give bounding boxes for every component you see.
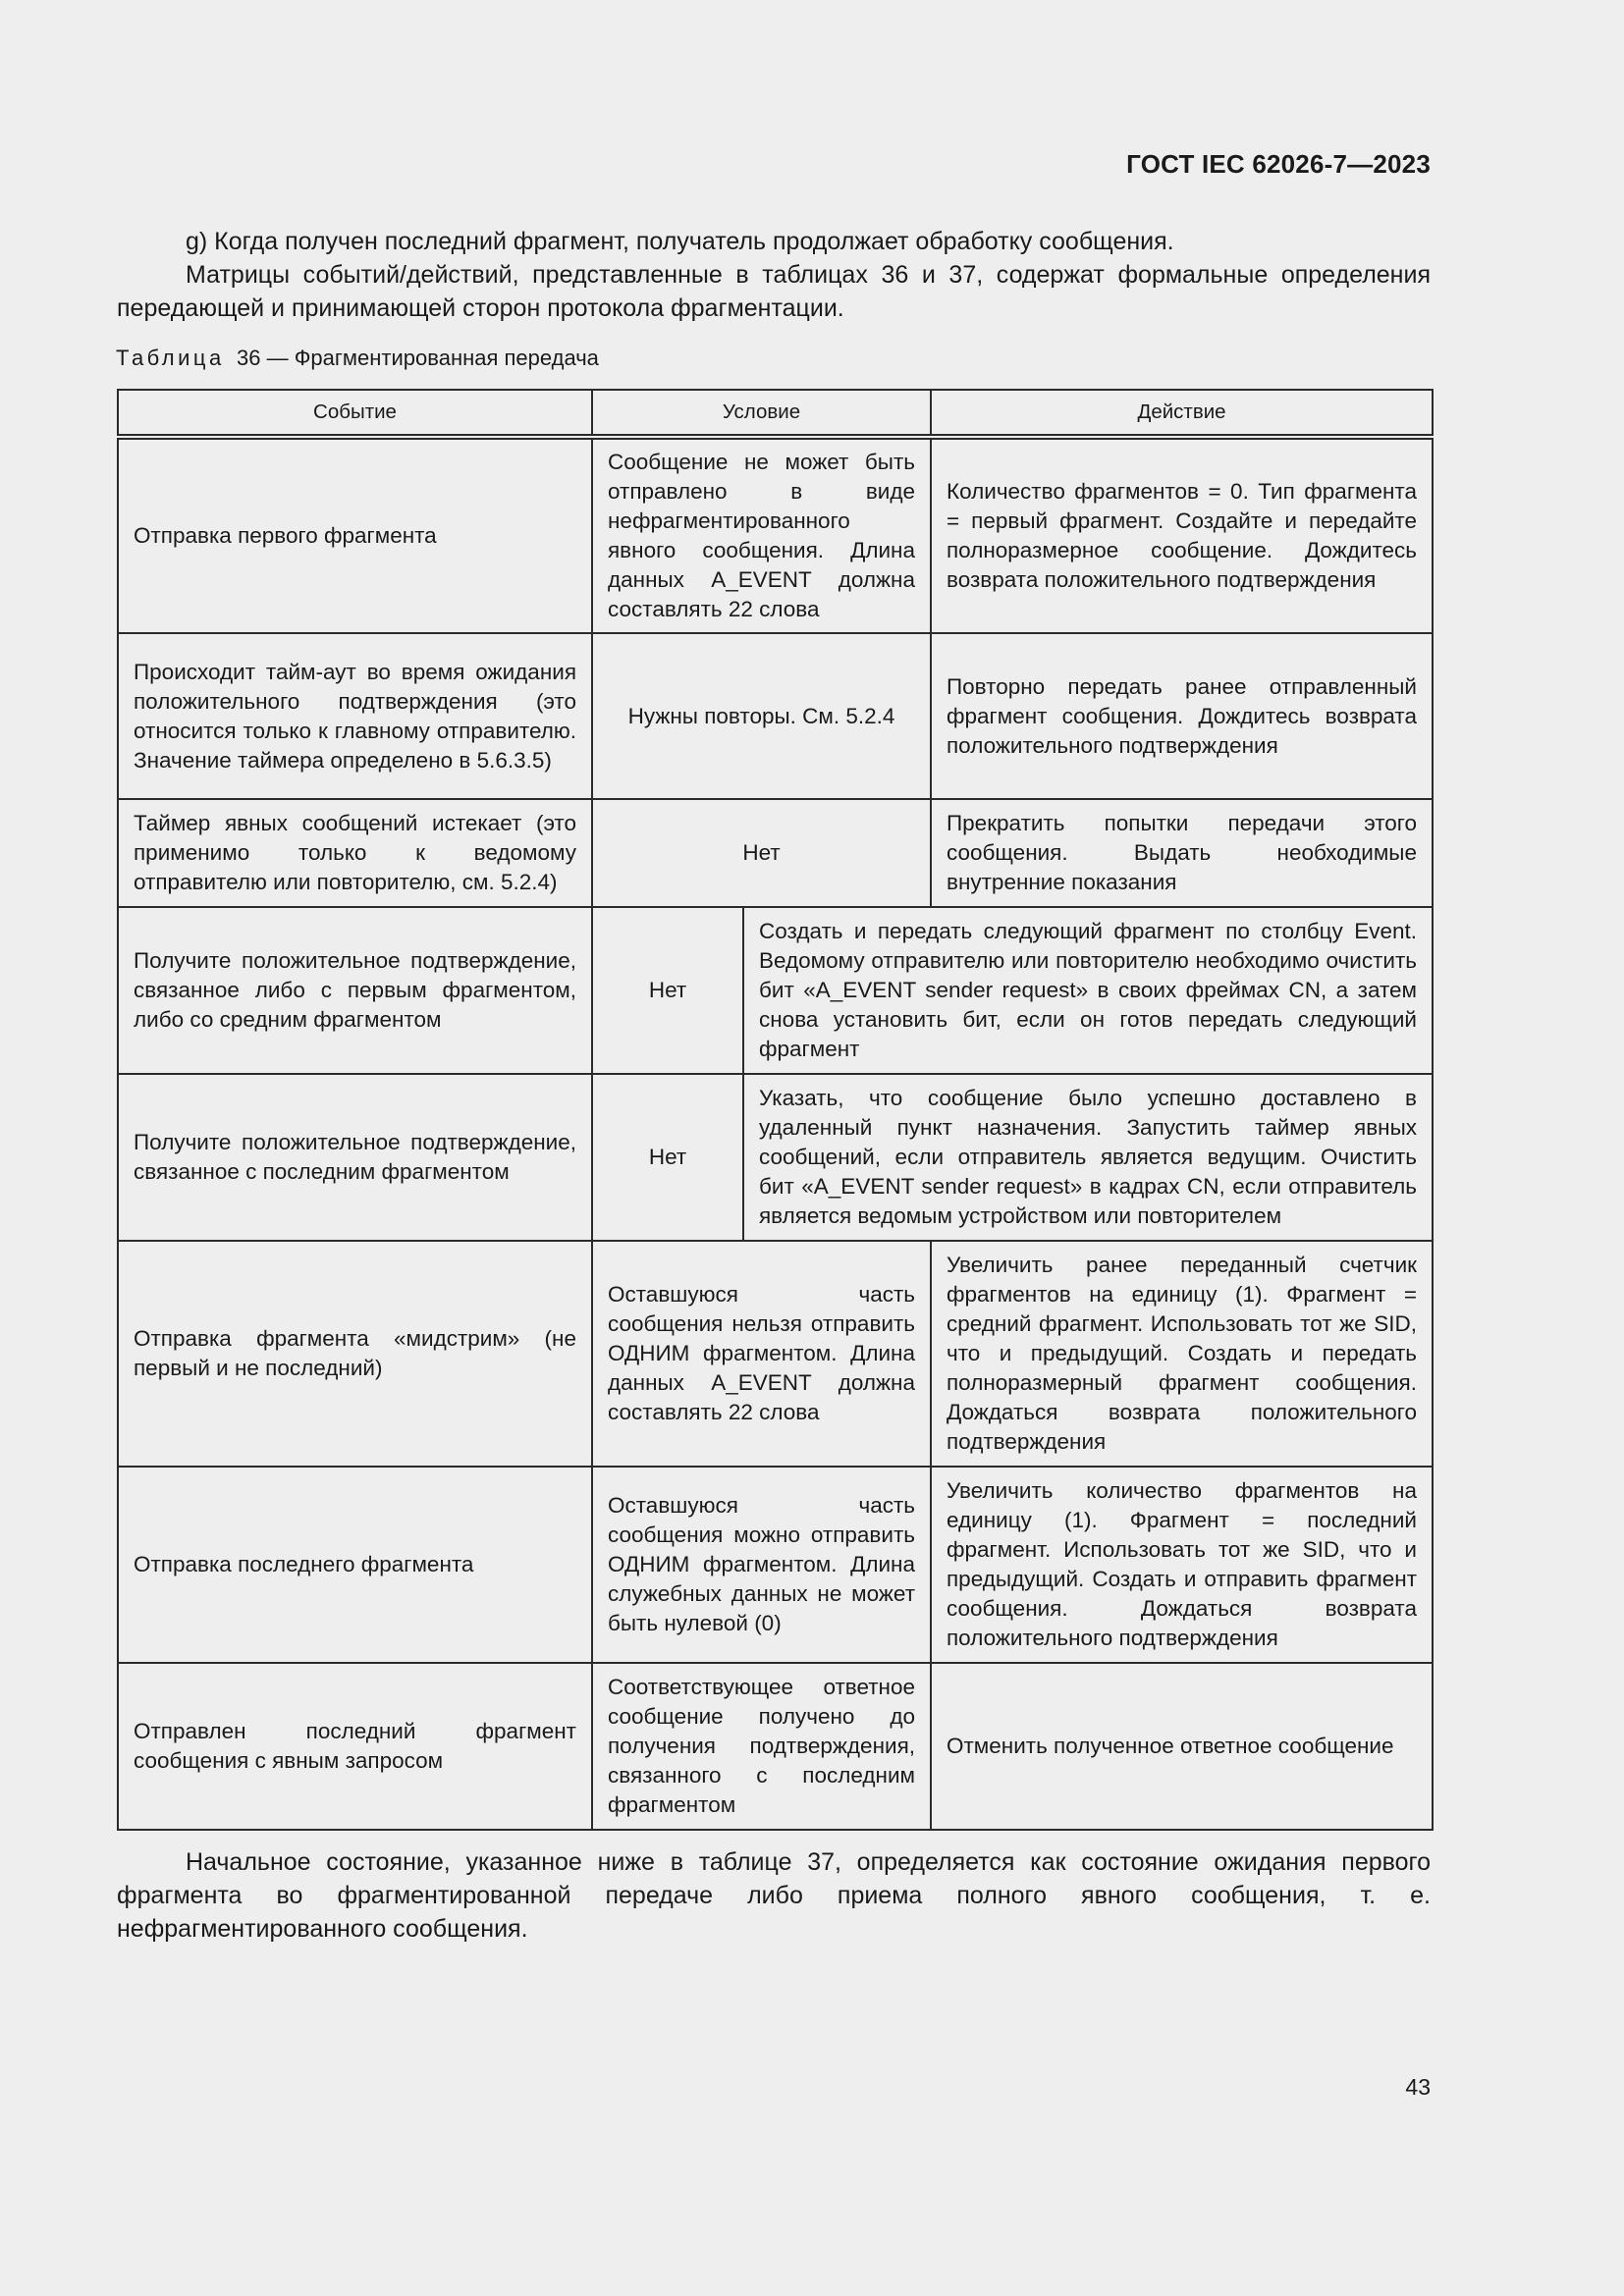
event-cell: Отправка последнего фрагмента xyxy=(118,1467,592,1663)
condition-cell: Оставшуюся часть сообщения нельзя отправить ОДНИМ фрагментом. Длина данных A_EVENT должна составлять 22 слова xyxy=(592,1241,931,1467)
condition-cell: Оставшуюся часть сообщения можно отправить ОДНИМ фрагментом. Длина служебных данных не может быть нулевой (0) xyxy=(592,1467,931,1663)
table-row xyxy=(118,437,1433,633)
intro-paragraph-matrices-text: Матрицы событий/действий, представленные в таблицах 36 и 37, содержат формальные определения передающей и принимающей сторон протокола фрагментации. xyxy=(117,261,1431,322)
event-cell: Происходит тайм-аут во время ожидания положительного подтверждения (это относится только к главному отправителю. Значение таймера определено в 5.6.3.5) xyxy=(118,633,592,799)
intro-paragraph-matrices xyxy=(117,258,1431,325)
table-caption-label: Таблица xyxy=(116,346,225,370)
page-number: 43 xyxy=(1405,2074,1431,2100)
intro-paragraph-g xyxy=(117,225,1431,258)
condition-cell: Нет xyxy=(592,1074,743,1241)
event-cell: Отправлен последний фрагмент сообщения с явным запросом xyxy=(118,1663,592,1830)
action-cell: Отменить полученное ответное сообщение xyxy=(931,1663,1433,1830)
action-cell: Создать и передать следующий фрагмент по столбцу Event. Ведомому отправителю или повторителю необходимо очистить бит «A_EVENT sender request» в своих фреймах CN, а затем снова установить бит, если он готов передать следующий фрагмент xyxy=(743,907,1433,1074)
table-row xyxy=(118,907,1433,1074)
document-id: ГОСТ IEC 62026-7—2023 xyxy=(1126,149,1431,179)
table-row xyxy=(118,633,1433,799)
action-cell: Указать, что сообщение было успешно доставлено в удаленный пункт назначения. Запустить таймер явных сообщений, если отправитель является ведущим. Очистить бит «A_EVENT sender request» в кадрах CN, если отправитель является ведомым устройством или повторителем xyxy=(743,1074,1433,1241)
table-header-row xyxy=(118,390,1433,437)
action-cell: Повторно передать ранее отправленный фрагмент сообщения. Дождитесь возврата положительного подтверждения xyxy=(931,633,1433,799)
table-row xyxy=(118,1663,1433,1830)
action-cell: Количество фрагментов = 0. Тип фрагмента = первый фрагмент. Создайте и передайте полноразмерное сообщение. Дождитесь возврата положительного подтверждения xyxy=(931,437,1433,633)
condition-cell: Нет xyxy=(592,799,931,907)
event-cell: Отправка фрагмента «мидстрим» (не первый и не последний) xyxy=(118,1241,592,1467)
condition-cell: Соответствующее ответное сообщение получено до получения подтверждения, связанного с последним фрагментом xyxy=(592,1663,931,1830)
table-row xyxy=(118,1467,1433,1663)
condition-cell: Сообщение не может быть отправлено в виде нефрагментированного явного сообщения. Длина данных A_EVENT должна составлять 22 слова xyxy=(592,437,931,633)
header-condition: Условие xyxy=(592,390,931,437)
event-cell: Отправка первого фрагмента xyxy=(118,437,592,633)
event-cell: Получите положительное подтверждение, связанное с последним фрагментом xyxy=(118,1074,592,1241)
fragmented-transmission-table xyxy=(117,389,1434,1831)
intro-paragraph-g-text: g) Когда получен последний фрагмент, получатель продолжает обработку сообщения. xyxy=(186,228,1174,255)
action-cell: Прекратить попытки передачи этого сообщения. Выдать необходимые внутренние показания xyxy=(931,799,1433,907)
table-caption-text: 36 — Фрагментированная передача xyxy=(237,346,599,370)
condition-cell: Нет xyxy=(592,907,743,1074)
event-cell: Получите положительное подтверждение, связанное либо с первым фрагментом, либо со средним фрагментом xyxy=(118,907,592,1074)
table-row xyxy=(118,1241,1433,1467)
table-caption xyxy=(116,346,599,371)
table-row xyxy=(118,799,1433,907)
event-cell: Таймер явных сообщений истекает (это применимо только к ведомому отправителю или повторителю, см. 5.2.4) xyxy=(118,799,592,907)
condition-cell: Нужны повторы. См. 5.2.4 xyxy=(592,633,931,799)
closing-paragraph-text: Начальное состояние, указанное ниже в таблице 37, определяется как состояние ожидания первого фрагмента во фрагментированной передаче либо приема полного явного сообщения, т. е. нефрагментированного сообщения. xyxy=(117,1848,1431,1943)
action-cell: Увеличить ранее переданный счетчик фрагментов на единицу (1). Фрагмент = средний фрагмент. Использовать тот же SID, что и предыдущий. Создать и передать полноразмерный фрагмент сообщения. Дождаться возврата положительного подтверждения xyxy=(931,1241,1433,1467)
closing-paragraph xyxy=(117,1845,1431,1946)
action-cell: Увеличить количество фрагментов на единицу (1). Фрагмент = последний фрагмент. Использовать тот же SID, что и предыдущий. Создать и отправить фрагмент сообщения. Дождаться возврата положительного подтверждения xyxy=(931,1467,1433,1663)
table-row xyxy=(118,1074,1433,1241)
header-event: Событие xyxy=(118,390,592,437)
header-action: Действие xyxy=(931,390,1433,437)
